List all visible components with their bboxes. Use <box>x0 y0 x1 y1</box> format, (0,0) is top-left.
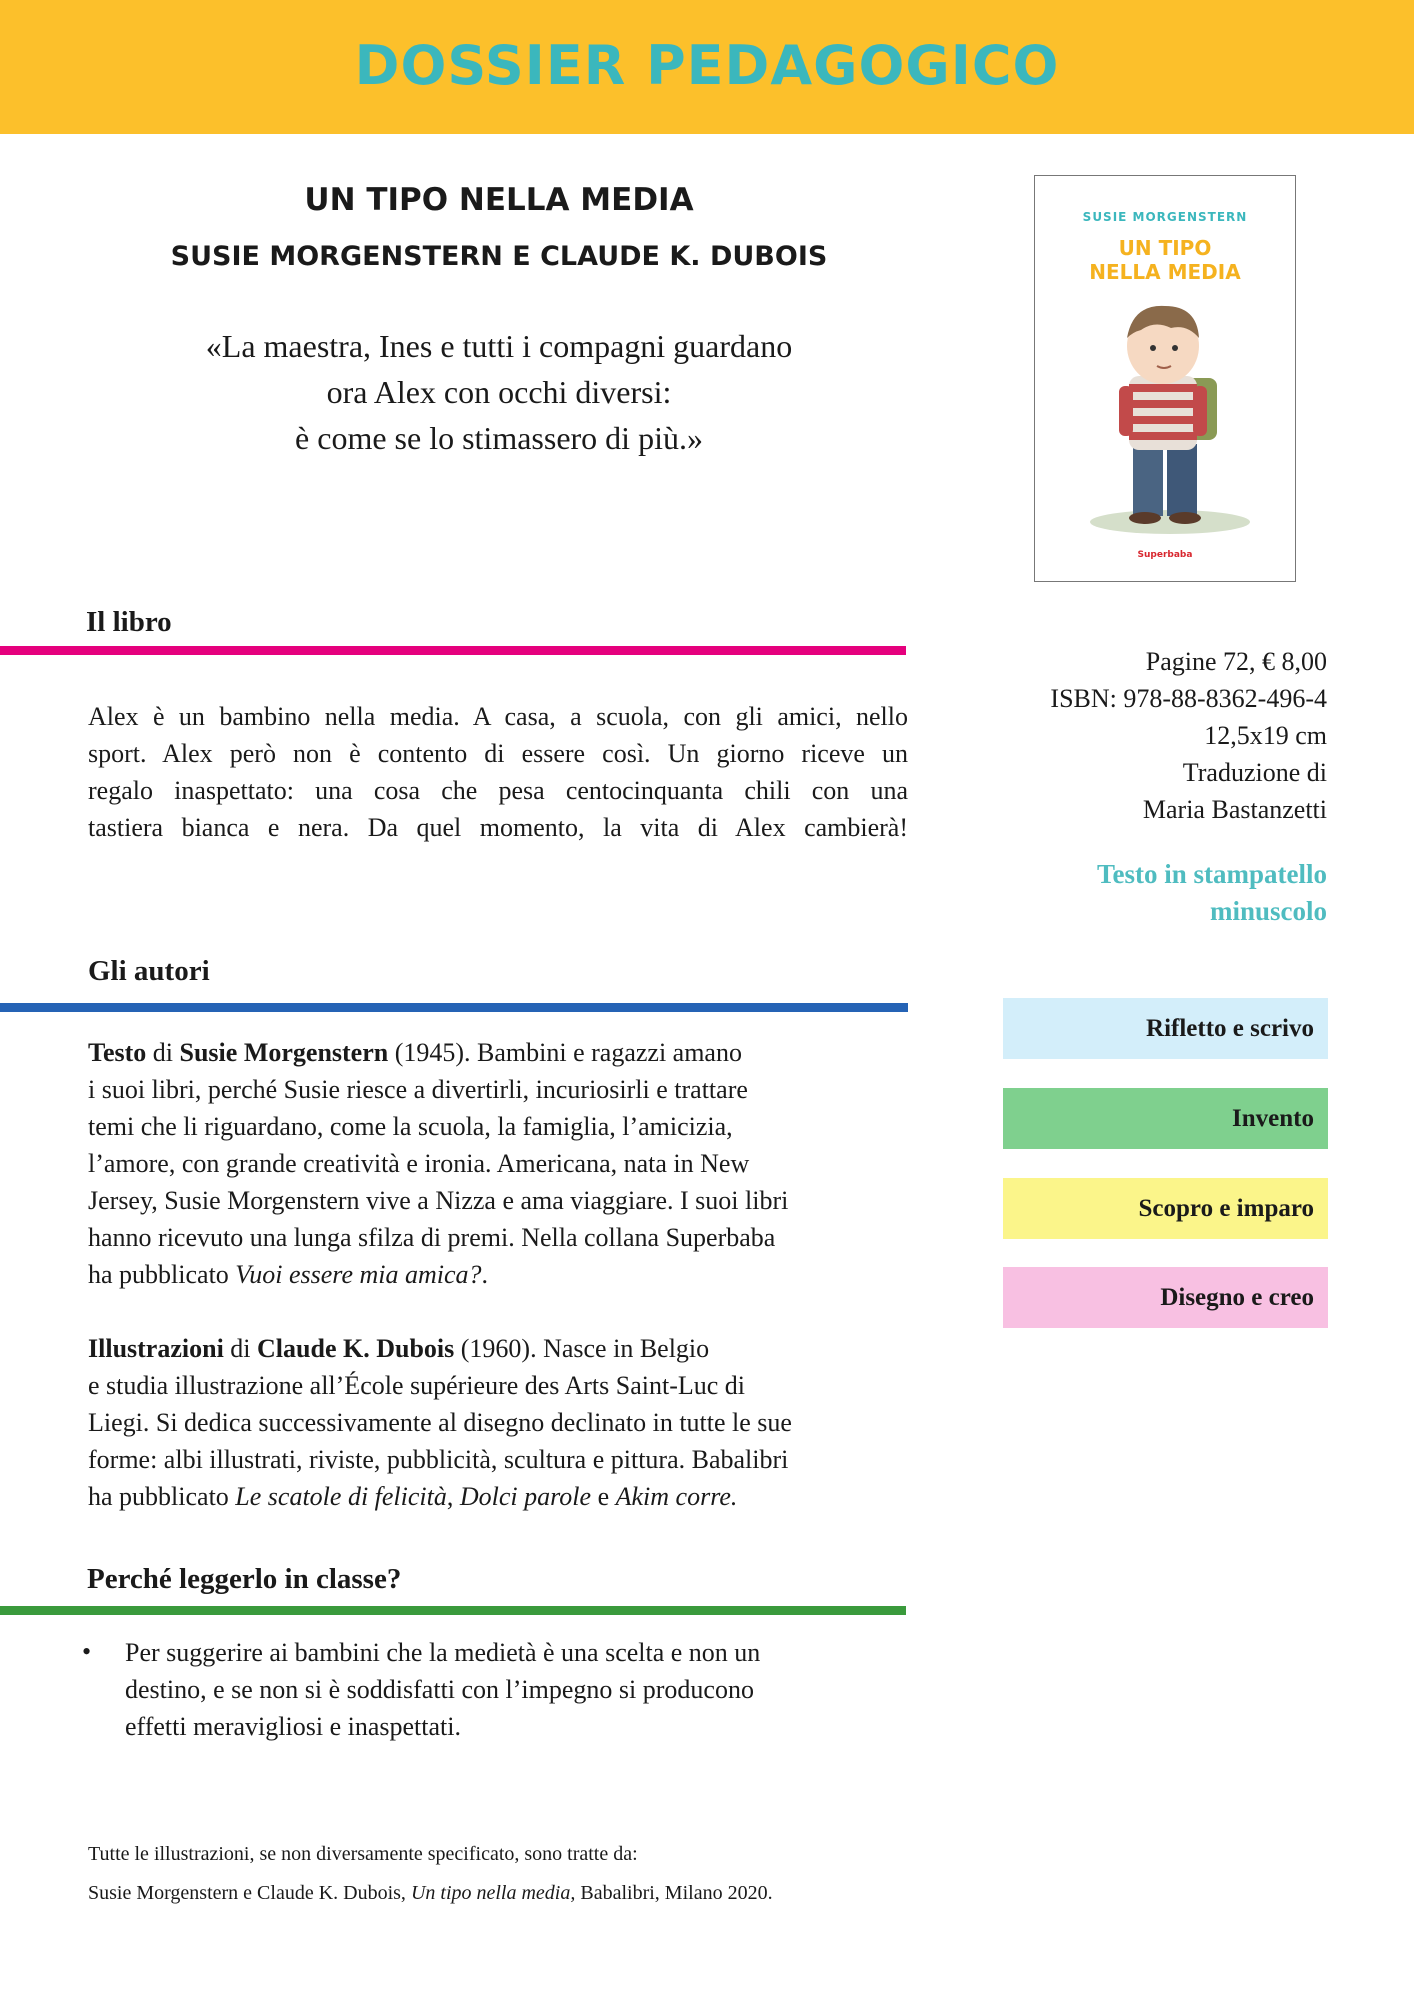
cover-author: SUSIE MORGENSTERN <box>1082 210 1248 224</box>
label-testo: Testo <box>88 1038 147 1067</box>
book-reference: Le scatole di felicità <box>235 1482 447 1511</box>
book-reference: Un tipo nella media, <box>410 1882 576 1904</box>
book-quote <box>84 323 914 461</box>
header-banner <box>0 0 1414 134</box>
quote-line: ora Alex con occhi diversi: <box>326 374 672 410</box>
autori-text-dubois <box>88 1330 918 1515</box>
print-note-line: Testo in stampatello <box>1096 859 1327 889</box>
print-note-line: minuscolo <box>1209 896 1327 926</box>
section-rule-perche <box>0 1606 906 1615</box>
text-line: Alex è un bambino nella media. A casa, a scuola, con gli amici, nello <box>88 702 908 731</box>
text-line: sport. Alex però non è contento di essere così. Un giorno riceve un <box>88 739 908 768</box>
bullet-icon: • <box>82 1637 92 1666</box>
cover-title-line: NELLA MEDIA <box>1089 260 1241 284</box>
book-reference: Vuoi essere mia amica? <box>235 1260 482 1289</box>
text-line <box>88 1034 918 1071</box>
quote-line: è come se lo stimassero di più.» <box>295 420 703 456</box>
text-fragment: (1960). Nasce in Belgio <box>454 1334 710 1363</box>
libro-text <box>88 698 908 846</box>
section-title-perche: Perché leggerlo in classe? <box>87 1563 402 1595</box>
text-line: i suoi libri, perché Susie riesce a divertirli, incuriosirli e trattare <box>88 1075 748 1104</box>
text-fragment: , <box>446 1482 460 1511</box>
text-line: hanno ricevuto una lunga sfilza di premi. Nella collana Superbaba <box>88 1223 776 1252</box>
text-line: forme: albi illustrati, riviste, pubblicità, scultura e pittura. Babalibri <box>88 1445 789 1474</box>
section-title-autori: Gli autori <box>88 955 210 987</box>
section-rule-autori <box>0 1003 908 1012</box>
text-line: destino, e se non si è soddisfatti con l’impegno si producono <box>125 1675 754 1704</box>
text-line: Jersey, Susie Morgenstern vive a Nizza e ama viaggiare. I suoi libri <box>88 1186 789 1215</box>
text-line <box>88 1478 918 1515</box>
boy-illustration-icon <box>1075 294 1255 539</box>
author-name: Susie Morgenstern <box>179 1038 389 1067</box>
text-fragment: di <box>146 1038 180 1067</box>
book-meta <box>1050 643 1327 828</box>
text-line: temi che li riguardano, come la scuola, la famiglia, l’amicizia, <box>88 1112 733 1141</box>
cover-publisher: Superbaba <box>1137 550 1193 560</box>
activity-scopro-e-imparo: Scopro e imparo <box>1003 1178 1328 1239</box>
meta-size: 12,5x19 cm <box>1204 721 1327 750</box>
autori-text-morgenstern <box>88 1034 918 1293</box>
book-cover <box>1034 175 1296 582</box>
text-line <box>88 1330 918 1367</box>
activity-rifletto-e-scrivo: Rifletto e scrivo <box>1003 998 1328 1059</box>
text-line: Per suggerire ai bambini che la medietà è una scelta e non un <box>125 1638 761 1667</box>
text-fragment: Susie Morgenstern e Claude K. Dubois, <box>88 1882 411 1904</box>
book-title: UN TIPO NELLA MEDIA <box>304 182 694 218</box>
activity-invento: Invento <box>1003 1088 1328 1149</box>
text-line: regalo inaspettato: una cosa che pesa centocinquanta chili con una <box>88 776 908 805</box>
footer-credits-line: Tutte le illustrazioni, se non diversamente specificato, sono tratte da: <box>88 1843 638 1865</box>
book-reference: Dolci parole <box>459 1482 592 1511</box>
text-fragment: e <box>591 1482 616 1511</box>
quote-line: «La maestra, Ines e tutti i compagni guardano <box>205 328 793 364</box>
book-reference: Akim corre. <box>615 1482 738 1511</box>
text-line: effetti meravigliosi e inaspettati. <box>125 1712 461 1741</box>
activity-disegno-e-creo: Disegno e creo <box>1003 1267 1328 1328</box>
text-fragment: di <box>223 1334 258 1363</box>
text-fragment: (1945). Bambini e ragazzi amano <box>388 1038 742 1067</box>
perche-text <box>125 1634 925 1745</box>
print-note <box>1097 856 1327 930</box>
text-fragment: ha pubblicato <box>88 1482 236 1511</box>
text-line <box>88 1256 918 1293</box>
text-line: Liegi. Si dedica successivamente al disegno declinato in tutte le sue <box>88 1408 792 1437</box>
meta-translation-label: Traduzione di <box>1182 758 1327 787</box>
section-rule-libro <box>0 646 906 655</box>
meta-translator: Maria Bastanzetti <box>1142 795 1327 824</box>
text-line: tastiera bianca e nera. Da quel momento, la vita di Alex cambierà! <box>88 813 908 842</box>
illustrator-name: Claude K. Dubois <box>257 1334 455 1363</box>
section-title-libro: Il libro <box>86 606 172 638</box>
footer-source-line <box>88 1882 773 1905</box>
meta-isbn: ISBN: 978-88-8362-496-4 <box>1050 684 1327 713</box>
label-illustrazioni: Illustrazioni <box>88 1334 224 1363</box>
page-title: DOSSIER PEDAGOGICO <box>354 34 1060 97</box>
cover-title-line: UN TIPO <box>1118 236 1212 260</box>
text-line: e studia illustrazione all’École supérieure des Arts Saint-Luc di <box>88 1371 746 1400</box>
book-authors: SUSIE MORGENSTERN E CLAUDE K. DUBOIS <box>170 241 828 272</box>
text-fragment: Babalibri, Milano 2020. <box>575 1882 773 1904</box>
cover-title <box>1035 236 1295 284</box>
text-line: l’amore, con grande creatività e ironia. Americana, nata in New <box>88 1149 750 1178</box>
text-fragment: . <box>481 1260 489 1289</box>
meta-pages: Pagine 72, € 8,00 <box>1145 647 1327 676</box>
text-fragment: ha pubblicato <box>88 1260 236 1289</box>
